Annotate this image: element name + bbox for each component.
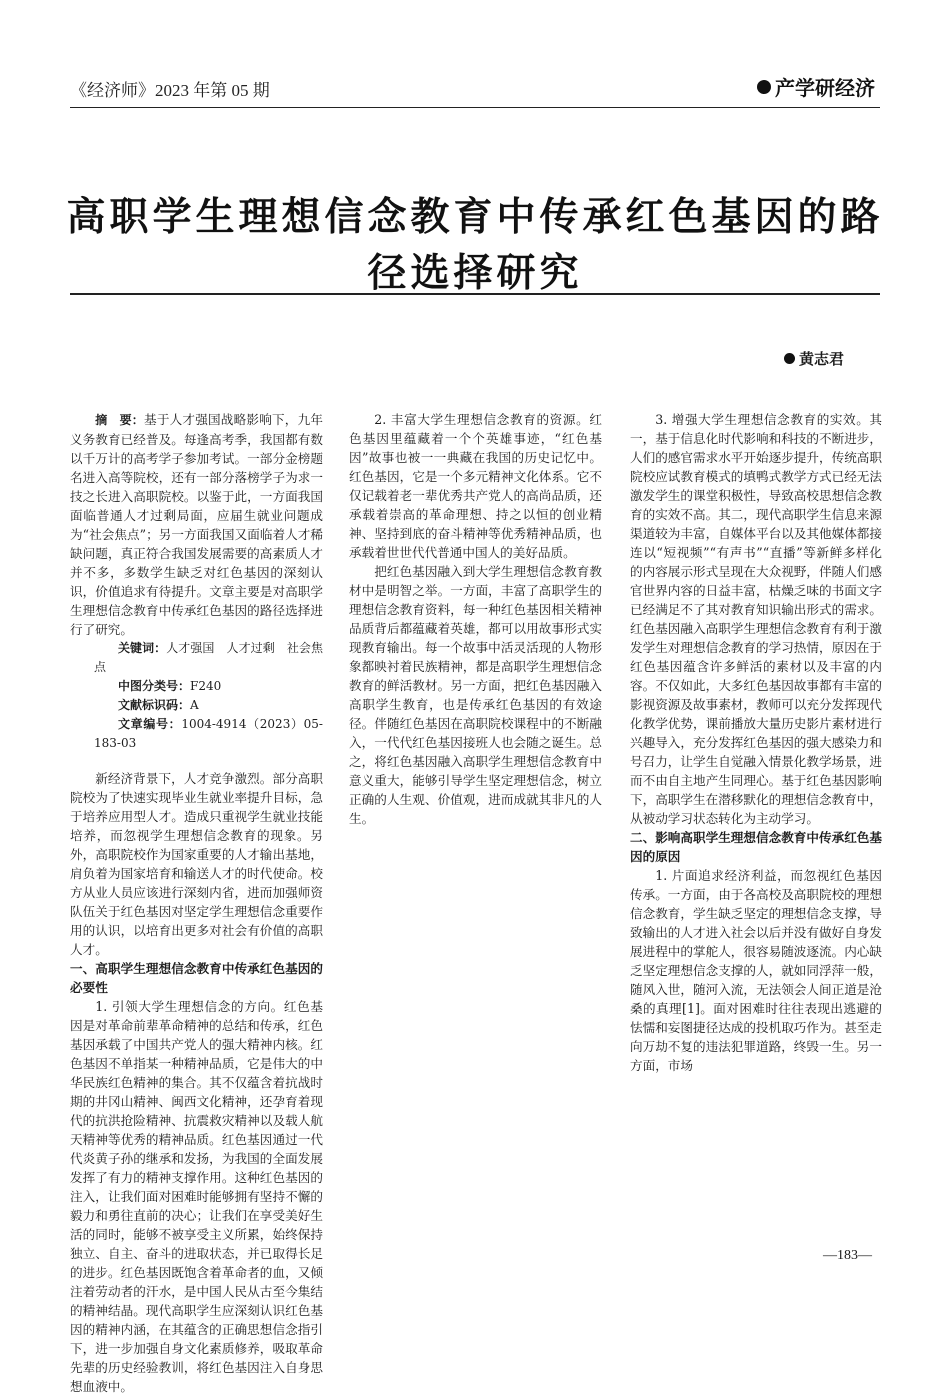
doc-code-value: A [190, 698, 199, 712]
author-line [784, 348, 844, 369]
document-code [70, 696, 323, 715]
paragraph-4: 3. 增强大学生理想信念教育的实效。其一，基于信息化时代影响和科技的不断进步，人们的感官需求水平开始逐步提升，传统高职院校应试教育模式的填鸭式教学方式已经无法激发学生的课堂积极性，导致高校思想信念教育的实效不高。其二，现代高职学生信息来源渠道较为丰富，自媒体平台以及其他媒体都接连以“短视频”“有声书”“直播”等新鲜多样化的内容展示形式呈现在大众视野，伴随人们感官世界内容的日益丰富，枯燥乏味的书面文字已经满足不了其对教育知识输出形式的需求。红色基因融入高职学生理想信念教育有利于激发学生对理想信念教育的学习热情，原因在于红色基因蕴含许多鲜活的素材以及丰富的内容。不仅如此，大多红色基因故事都有丰富的影视资源及故事素材，教师可以充分发挥现代化教学优势，课前播放大量历史影片素材进行兴趣导入，充分发挥红色基因的强大感染力和号召力，让学生自觉融入情景化教学场景，进而不由自主地产生同理心。基于红色基因影响下，高职学生在潜移默化的理想信念教育中，从被动学习状态转化为主动学习。 [630, 412, 882, 826]
paragraph-3: 把红色基因融入到大学生理想信念教育教材中是明智之举。一方面，丰富了高职学生的理想信念教育资料，每一种红色基因相关精神品质背后都蕴藏着英雄，都可以用故事形式实现教育输出。每一个故事中活灵活现的人物形象都映衬着民族精神，都是高职学生理想信念教育的鲜活教材。另一方面，把红色基因融入高职学生教育，也是传承红色基因的有效途径。伴随红色基因在高职院校课程中的不断融入，一代代红色基因接班人也会随之诞生。总之，将红色基因融入高职学生理想信念教育中意义重大，能够引导学生坚定理想信念，树立正确的人生观、价值观，进而成就其非凡的人生。 [349, 564, 602, 826]
author-name: 黄志君 [798, 350, 844, 368]
section-name [757, 72, 875, 101]
clc-value: F240 [190, 679, 222, 693]
keywords [70, 639, 323, 677]
paragraph-1: 1. 引领大学生理想信念的方向。红色基因是对革命前辈革命精神的总结和传承，红色基因承载了中国共产党人的强大精神内核。红色基因不单指某一种精神品质，它是伟大的中华民族红色精神的集合。其不仅蕴含着抗战时期的井冈山精神、闽西文化精神，还孕育着现代的抗洪抢险精神、抗震救灾精神以及载人航天精神等优秀的精神品质。红色基因通过一代代炎黄子孙的继承和发扬，为我国的全面发展发挥了有力的精神支撑作用。这种红色基因的注入，让我们面对困难时能够拥有坚持不懈的毅力和勇往直前的决心；让我们在享受美好生活的同时，能够不被享受主义所累，始终保持独立、自主、奋斗的进取状态，并已取得长足的进步。红色基因既饱含着革命者的血，又倾注着劳动者的汗水，是中国人民从古至今集结的精神结晶。现代高职学生应深刻认识红色基因的精神内涵，在其蕴含的正确思想信念指引下，进一步加强自身文化素质修养，吸取革命先辈的历史经验教训，将红色基因注入自身思想血液中。 [70, 999, 323, 1394]
abstract-text: 基于人才强国战略影响下，九年义务教育已经普及。每逢高考季，我国都有数以千万计的高考学子参加考试。一部分金榜题名进入高等院校，还有一部分落榜学子为求一技之长进入高职院校。以鉴于此，一方面我国面临普通人才过剩局面，应届生就业问题成为“社会焦点”；另一方面我国又面临着人才稀缺问题，真正符合我国发展需要的高素质人才并不多，多数学生缺乏对红色基因的深刻认识，价值追求有待提升。文章主要是对高职学生理想信念教育中传承红色基因的路径选择进行了研究。 [70, 412, 323, 637]
paragraph-2: 2. 丰富大学生理想信念教育的资源。红色基因里蕴藏着一个个英雄事迹，“红色基因”故事也被一一典藏在我国的历史记忆中。红色基因，它是一个多元精神文化体系。它不仅记载着老一辈优秀共产党人的高尚品质，还承载着崇高的革命理想、持之以恒的创业精神、坚持到底的奋斗精神等优秀精神品质，也承载着世世代代普通中国人的美好品质。 [349, 412, 602, 560]
article-number [70, 715, 323, 753]
keywords-label: 关键词： [118, 641, 167, 655]
article-title: 高职学生理想信念教育中传承红色基因的路径选择研究 [66, 194, 884, 296]
doc-code-label: 文献标识码： [118, 698, 191, 712]
title-divider [70, 293, 880, 295]
bullet-icon [784, 353, 795, 364]
keywords-text: 人才强国 人才过剩 社会焦点 [94, 641, 323, 674]
section-label: 产学研经济 [775, 76, 875, 100]
section-heading-2: 二、影响高职学生理想信念教育中传承红色基因的原因 [630, 830, 882, 864]
abstract [70, 410, 323, 639]
article-no-value: 1004-4914（2023）05-183-03 [94, 717, 323, 750]
abstract-label: 摘 要： [95, 413, 145, 427]
intro-paragraph: 新经济背景下，人才竞争激烈。部分高职院校为了快速实现毕业生就业率提升目标，急于培养应用型人才。造成只重视学生就业技能培养，而忽视学生理想信念教育的现象。另外，高职院校作为国家重要的人才输出基地，肩负着为国家培育和输送人才的时代使命。校方从业人员应该进行深刻内省，进而加强师资队伍关于红色基因对坚定学生理想信念重要作用的认识，以培育出更多对社会有价值的高职人才。 [70, 771, 323, 957]
column-1 [70, 410, 323, 1396]
clc-label: 中图分类号： [118, 679, 191, 693]
column-3 [630, 410, 882, 1075]
clc-number [70, 677, 323, 696]
paragraph-5: 1. 片面追求经济利益，而忽视红色基因传承。一方面，由于各高校及高职院校的理想信念教育，学生缺乏坚定的理想信念支撑，导致输出的人才进入社会以后并没有做好自身发展进程中的掌舵人，很容易随波逐流。内心缺乏坚定理想信念支撑的人，就如同浮萍一般，随风入世，随河入流，无法领会人间正道是沧桑的真理[1]。面对困难时往往表现出逃避的怯懦和妄图捷径达成的投机取巧作为。甚至走向万劫不复的违法犯罪道路，终毁一生。另一方面，市场 [630, 868, 882, 1073]
journal-issue: 《经济师》2023 年第 05 期 [70, 81, 270, 100]
page-number: —183— [823, 1248, 872, 1263]
section-heading-1: 一、高职学生理想信念教育中传承红色基因的必要性 [70, 961, 323, 995]
column-2 [349, 410, 602, 828]
bullet-icon [757, 80, 771, 94]
article-no-label: 文章编号： [118, 717, 182, 731]
header-divider [70, 107, 880, 108]
